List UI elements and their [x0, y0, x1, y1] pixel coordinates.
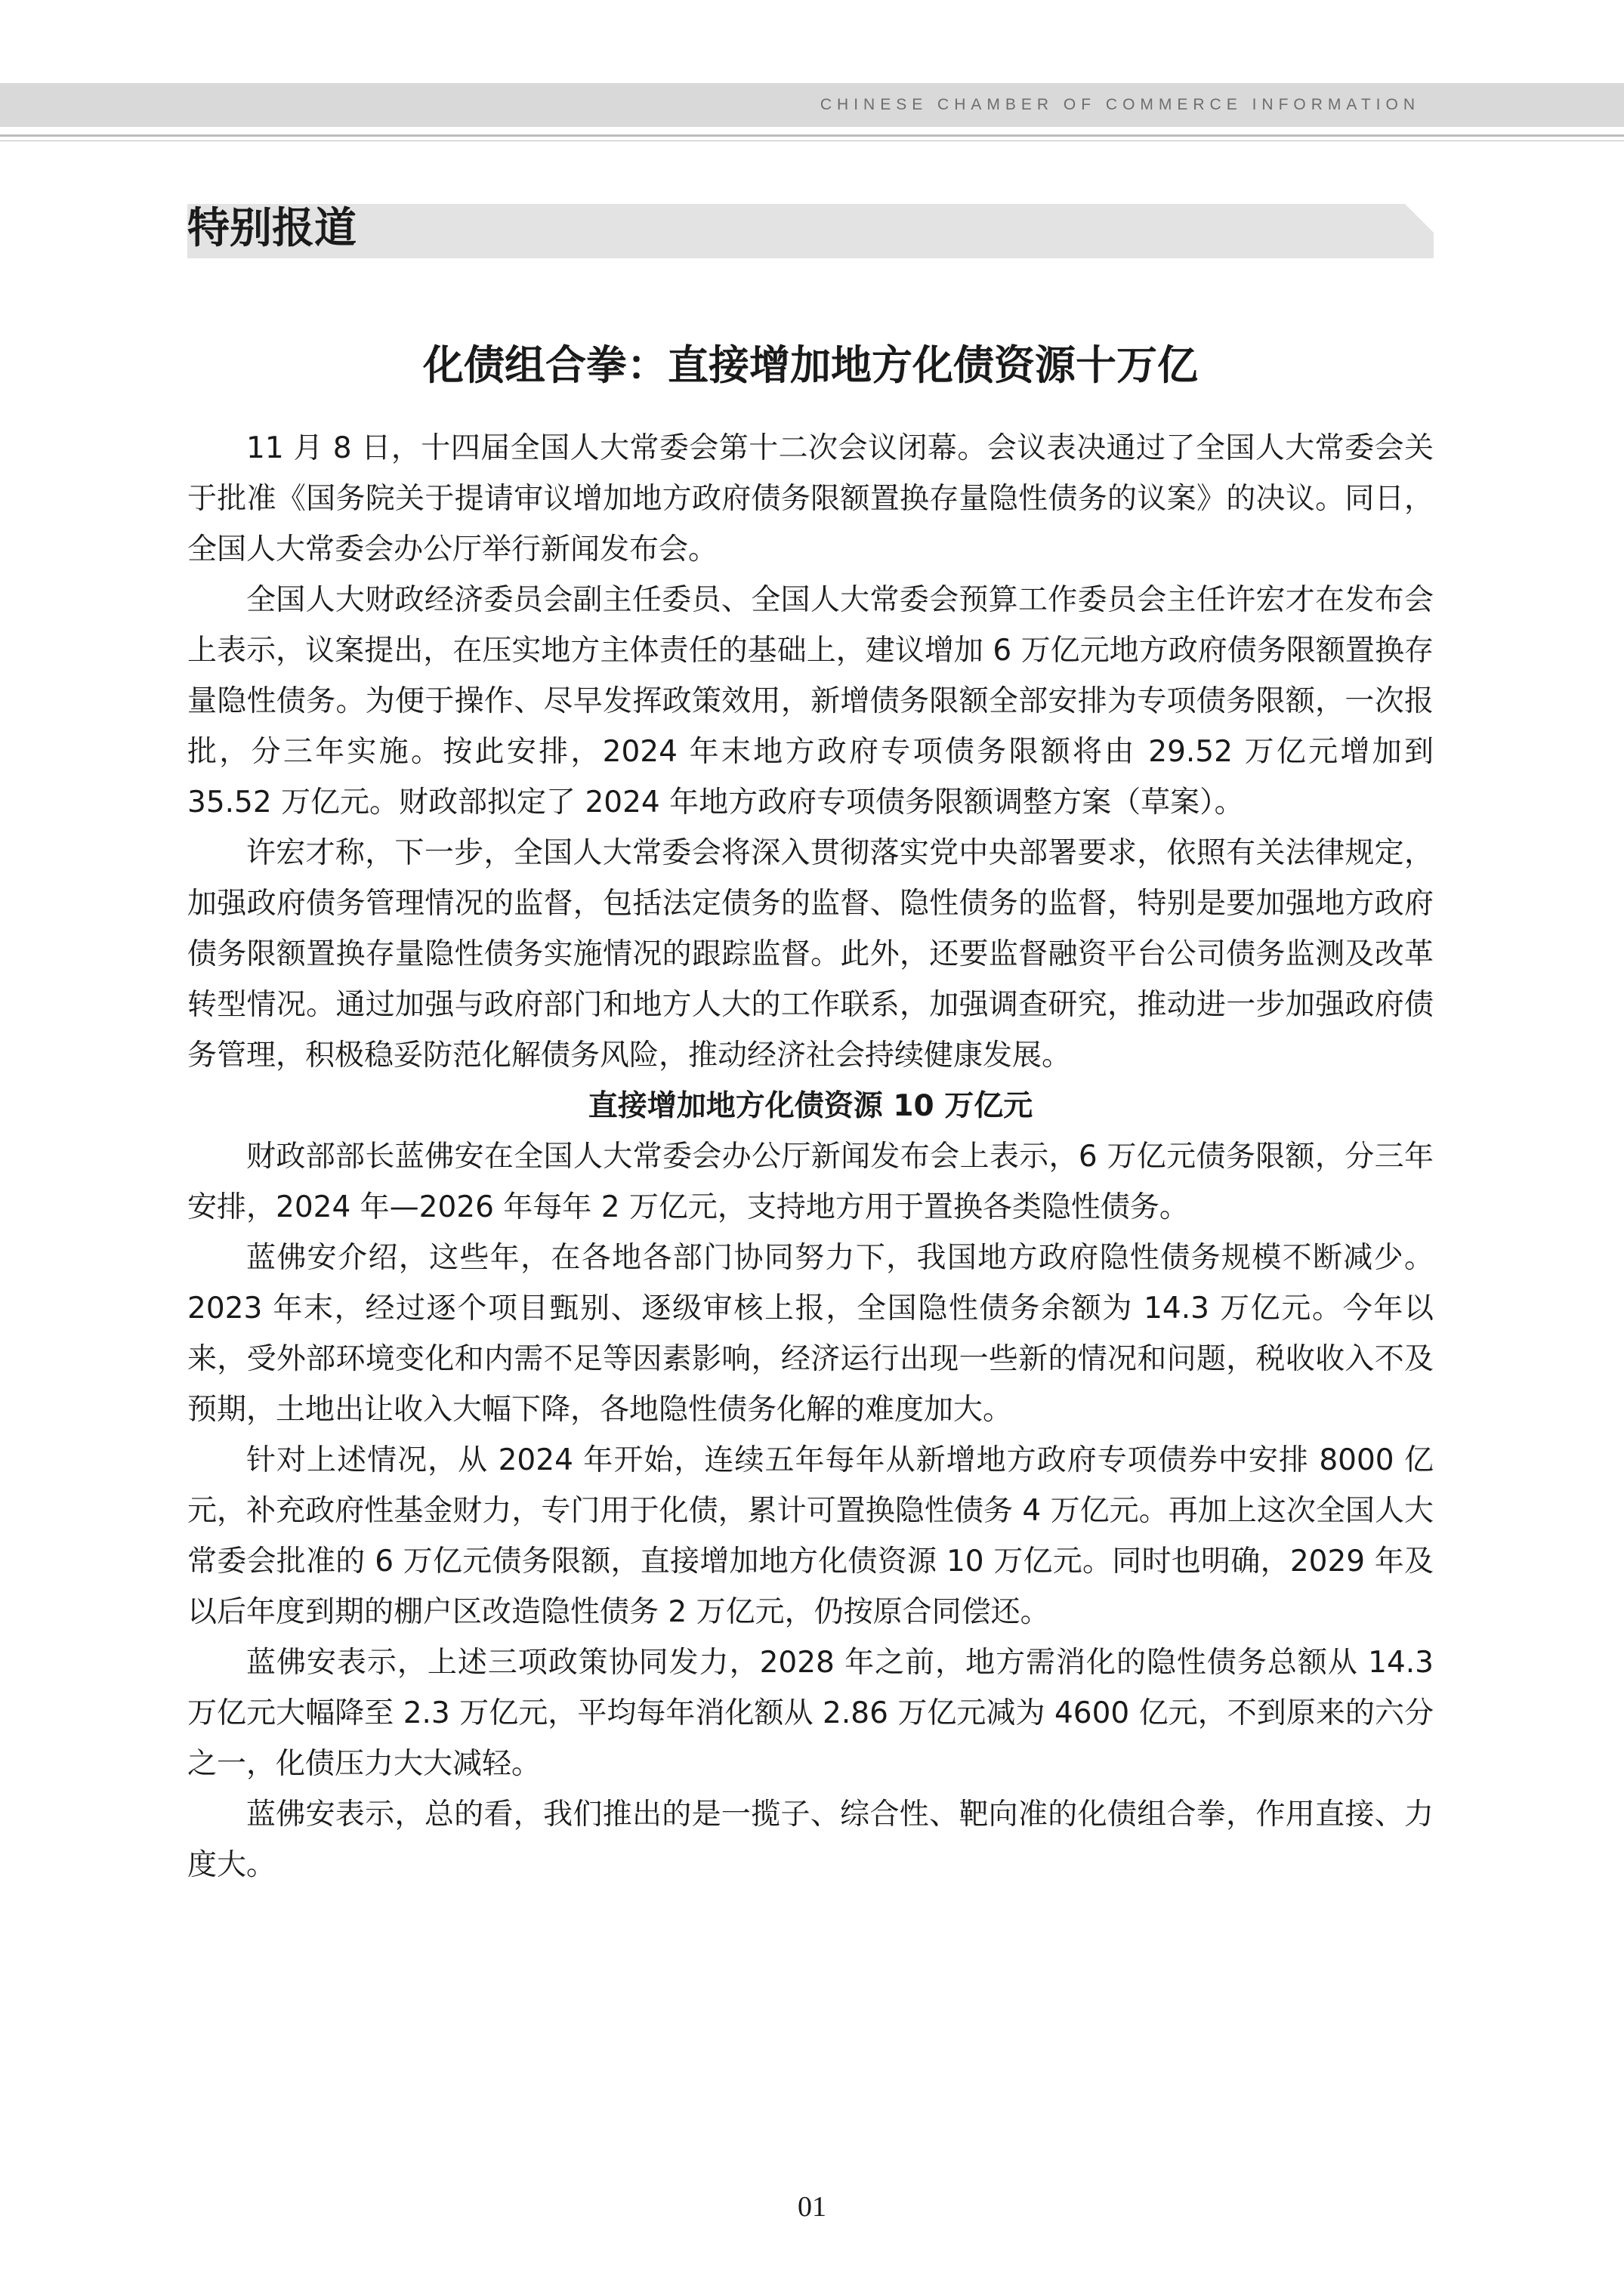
article-title: 化债组合拳：直接增加地方化债资源十万亿	[423, 341, 1198, 389]
paragraph: 蓝佛安介绍，这些年，在各地各部门协同努力下，我国地方政府隐性债务规模不断减少。2023 年末，经过逐个项目甄别、逐级审核上报，全国隐性债务余额为 14.3 万亿元。今年以来，受外部环境变化和内需不足等因素影响，经济运行出现一些新的情况和问题，税收收入不及预期，土地出让收入大幅下降，各地隐性债务化解的难度加大。	[187, 1241, 1434, 1427]
publication-name: CHINESE CHAMBER OF COMMERCE INFORMATION	[820, 96, 1420, 113]
paragraph: 全国人大财政经济委员会副主任委员、全国人大常委会预算工作委员会主任许宏才在发布会上表示，议案提出，在压实地方主体责任的基础上，建议增加 6 万亿元地方政府债务限额置换存量隐性债务。为便于操作、尽早发挥政策效用，新增债务限额全部安排为专项债务限额，一次报批，分三年实施。按此安排，2024 年末地方政府专项债务限额将由 29.52 万亿元增加到 35.52 万亿元。财政部拟定了 2024 年地方政府专项债务限额调整方案（草案）。	[187, 583, 1434, 819]
article-body	[187, 423, 1434, 1890]
subheading: 直接增加地方化债资源 10 万亿元	[588, 1089, 1033, 1123]
paragraph: 蓝佛安表示，总的看，我们推出的是一揽子、综合性、靶向准的化债组合拳，作用直接、力度大。	[187, 1798, 1434, 1882]
page-number: 01	[798, 2191, 826, 2223]
paragraph: 11 月 8 日，十四届全国人大常委会第十二次会议闭幕。会议表决通过了全国人大常委会关于批准《国务院关于提请审议增加地方政府债务限额置换存量隐性债务的议案》的决议。同日，全国人大常委会办公厅举行新闻发布会。	[187, 431, 1434, 566]
header-rule-thin	[0, 140, 1624, 141]
paragraph: 许宏才称，下一步，全国人大常委会将深入贯彻落实党中央部署要求，依照有关法律规定，加强政府债务管理情况的监督，包括法定债务的监督、隐性债务的监督，特别是要加强地方政府债务限额置换存量隐性债务实施情况的跟踪监督。此外，还要监督融资平台公司债务监测及改革转型情况。通过加强与政府部门和地方人大的工作联系，加强调查研究，推动进一步加强政府债务管理，积极稳妥防范化解债务风险，推动经济社会持续健康发展。	[187, 836, 1434, 1072]
header-rule	[0, 134, 1624, 137]
section-bar	[187, 204, 1434, 258]
paragraph: 蓝佛安表示，上述三项政策协同发力，2028 年之前，地方需消化的隐性债务总额从 14.3 万亿元大幅降至 2.3 万亿元，平均每年消化额从 2.86 万亿元减为 4600 亿元，不到原来的六分之一，化债压力大大减轻。	[187, 1646, 1434, 1781]
section-title: 特别报道	[187, 203, 357, 253]
paragraph: 针对上述情况，从 2024 年开始，连续五年每年从新增地方政府专项债券中安排 8000 亿元，补充政府性基金财力，专门用于化债，累计可置换隐性债务 4 万亿元。再加上这次全国人大常委会批准的 6 万亿元债务限额，直接增加地方化债资源 10 万亿元。同时也明确，2029 年及以后年度到期的棚户区改造隐性债务 2 万亿元，仍按原合同偿还。	[187, 1443, 1434, 1629]
paragraph: 财政部部长蓝佛安在全国人大常委会办公厅新闻发布会上表示，6 万亿元债务限额，分三年安排，2024 年—2026 年每年 2 万亿元，支持地方用于置换各类隐性债务。	[187, 1140, 1434, 1224]
